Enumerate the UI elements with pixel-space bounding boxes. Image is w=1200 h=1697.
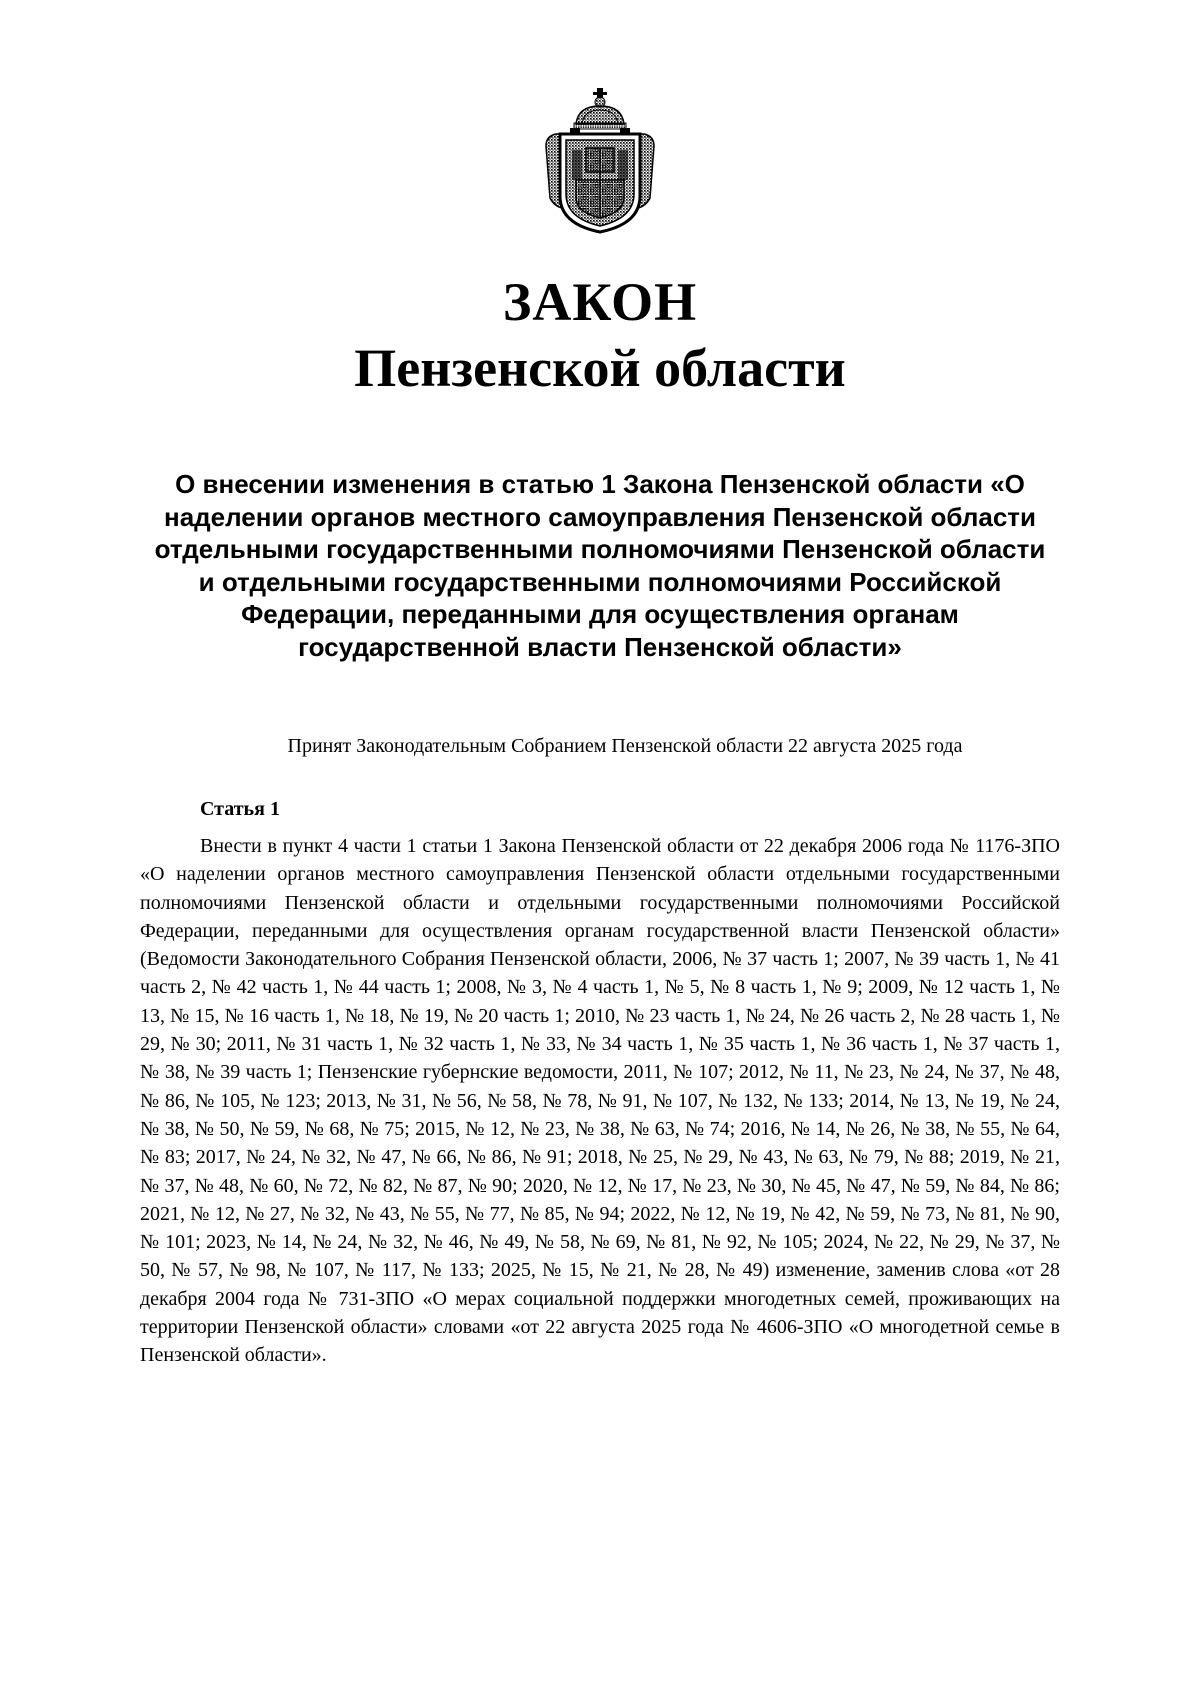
law-subject-heading: О внесении изменения в статью 1 Закона Пензенской области «О наделении органов местного самоуправления Пензенской области отдельными государственными полномочиями Пензенской области и отдельными государственными полномочиями Российской Федерации, переданными для осуществления органам государственной власти Пензенской области» — [154, 469, 1046, 662]
crown-shape — [570, 88, 630, 134]
article-body-text: Внести в пункт 4 части 1 статьи 1 Закона Пензенской области от 22 декабря 2006 года № 1176-ЗПО «О наделении органов местного самоуправления Пензенской области отдельными государственными полномочиями Пензенской области и отдельными государственными полномочиями Российской Федерации, переданными для осуществления органам государственной власти Пензенской области» (Ведомости Законодательного Собрания Пензенской области, 2006, № 37 часть 1; 2007, № 39 часть 1, № 41 часть 2, № 42 часть 1, № 44 часть 1; 2008, № 3, № 4 часть 1, № 5, № 8 часть 1, № 9; 2009, № 12 часть 1, № 13, № 15, № 16 часть 1, № 18, № 19, № 20 часть 1; 2010, № 23 часть 1, № 24, № 26 часть 2, № 28 часть 1, № 29, № 30; 2011, № 31 часть 1, № 32 часть 1, № 33, № 34 часть 1, № 35 часть 1, № 36 часть 1, № 37 часть 1, № 38, № 39 часть 1; Пензенские губернские ведомости, 2011, № 107; 2012, № 11, № 23, № 24, № 37, № 48, № 86, № 105, № 123; 2013, № 31, № 56, № 58, № 78, № 91, № 107, № 132, № 133; 2014, № 13, № 19, № 24, № 38, № 50, № 59, № 68, № 75; 2015, № 12, № 23, № 38, № 63, № 74; 2016, № 14, № 26, № 38, № 55, № 64, № 83; 2017, № 24, № 32, № 47, № 66, № 86, № 91; 2018, № 25, № 29, № 43, № 63, № 79, № 88; 2019, № 21, № 37, № 48, № 60, № 72, № 82, № 87, № 90; 2020, № 12, № 17, № 23, № 30, № 45, № 47, № 59, № 84, № 86; 2021, № 12, № 27, № 32, № 43, № 55, № 77, № 85, № 94; 2022, № 12, № 19, № 42, № 59, № 73, № 81, № 90, № 101; 2023, № 14, № 24, № 32, № 46, № 49, № 58, № 69, № 81, № 92, № 105; 2024, № 22, № 29, № 37, № 50, № 57, № 98, № 107, № 117, № 133; 2025, № 15, № 21, № 28, № 49) изменение, заменив слова «от 28 декабря 2004 года № 731-ЗПО «О мерах социальной поддержки многодетных семей, проживающих на территории Пензенской области» словами «от 22 августа 2025 года № 4606-ЗПО «О многодетной семье в Пензенской области». — [140, 835, 1060, 1367]
region-title: Пензенской области — [354, 338, 846, 398]
shield-shape — [560, 134, 640, 232]
article-heading: Статья 1 — [200, 798, 280, 820]
law-title: ЗАКОН — [502, 272, 698, 332]
coat-of-arms-emblem — [542, 88, 658, 234]
adoption-line: Принят Законодательным Собранием Пензенской области 22 августа 2025 года — [287, 735, 963, 757]
